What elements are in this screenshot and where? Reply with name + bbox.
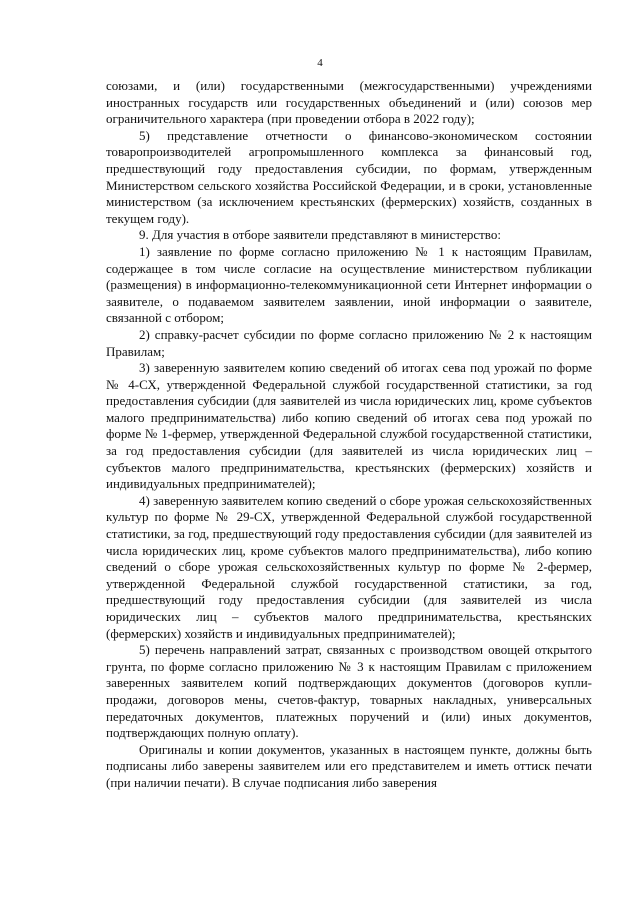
paragraph-originals-copies: Оригиналы и копии документов, указанных в настоящем пункте, должны быть подписаны либо заверены заявителем или его представителем и иметь оттиск печати (при наличии печати). В случае подписания либо заверения — [106, 741, 592, 790]
paragraph-item-4-harvest: 4) заверенную заявителем копию сведений о сборе урожая сельскохозяйственных культур по форме № 29-СХ, утвержденной Федеральной службой государственной статистики, за год, предшествующий году предоставления субсидии (для заявителей из числа юридических лиц, кроме субъектов малого предпринимательства), либо копию сведений о сборе урожая сельскохозяйственных культур по форме № 2-фермер, утвержденной Федеральной службой государственной статистики, за год, предшествующий году предоставления субсидии (для заявителей из числа юридических лиц – субъектов малого предпринимательства, крестьянских (фермерских) хозяйств и индивидуальных предпринимателей); — [106, 492, 592, 641]
paragraph-item-5-expenses: 5) перечень направлений затрат, связанных с производством овощей открытого грунта, по форме согласно приложению № 3 к настоящим Правилам с приложением заверенных заявителем копий подтверждающих документов (договоров купли-продажи, договоров мены, счетов-фактур, товарных накладных, универсальных передаточных документов, платежных поручений и (или) иных документов, подтверждающих полную оплату). — [106, 642, 592, 741]
paragraph-continuation: союзами, и (или) государственными (межгосударственными) учреждениями иностранных государств или государственных объединений и (или) союзов мер ограничительного характера (при проведении отбора в 2022 году); — [106, 78, 592, 127]
paragraph-item-2-calculation: 2) справку-расчет субсидии по форме согласно приложению № 2 к настоящим Правилам; — [106, 326, 592, 359]
page-number: 4 — [317, 57, 323, 69]
paragraph-item-1-application: 1) заявление по форме согласно приложению № 1 к настоящим Правилам, содержащее в том числе согласие на осуществление министерством публикации (размещения) в информационно-телекоммуникационной сети Интернет информации о заявителе, о подаваемом заявителем заявлении, иной информации о заявителе, связанной с отбором; — [106, 243, 592, 326]
paragraph-clause-9: 9. Для участия в отборе заявители представляют в министерство: — [139, 227, 501, 243]
document-body — [106, 78, 592, 792]
paragraph-item-5-reporting: 5) представление отчетности о финансово-экономическом состоянии товаропроизводителей агропромышленного комплекса за финансовый год, предшествующий году предоставления субсидии, по формам, утвержденным Министерством сельского хозяйства Российской Федерации, и в сроки, установленные министерством (за исключением крестьянских (фермерских) хозяйств, созданных в текущем году). — [106, 127, 592, 226]
paragraph-item-3-sowing: 3) заверенную заявителем копию сведений об итогах сева под урожай по форме № 4-СХ, утвержденной Федеральной службой государственной статистики, за год предоставления субсидии (для заявителей из числа юридических лиц, кроме субъектов малого предпринимательства) либо копию сведений об итогах сева под урожай по форме № 1-фермер, утвержденной Федеральной службой государственной статистики, за год предоставления субсидии (для заявителей из числа юридических лиц – субъектов малого предпринимательства, крестьянских (фермерских) хозяйств и индивидуальных предпринимателей); — [106, 360, 592, 492]
